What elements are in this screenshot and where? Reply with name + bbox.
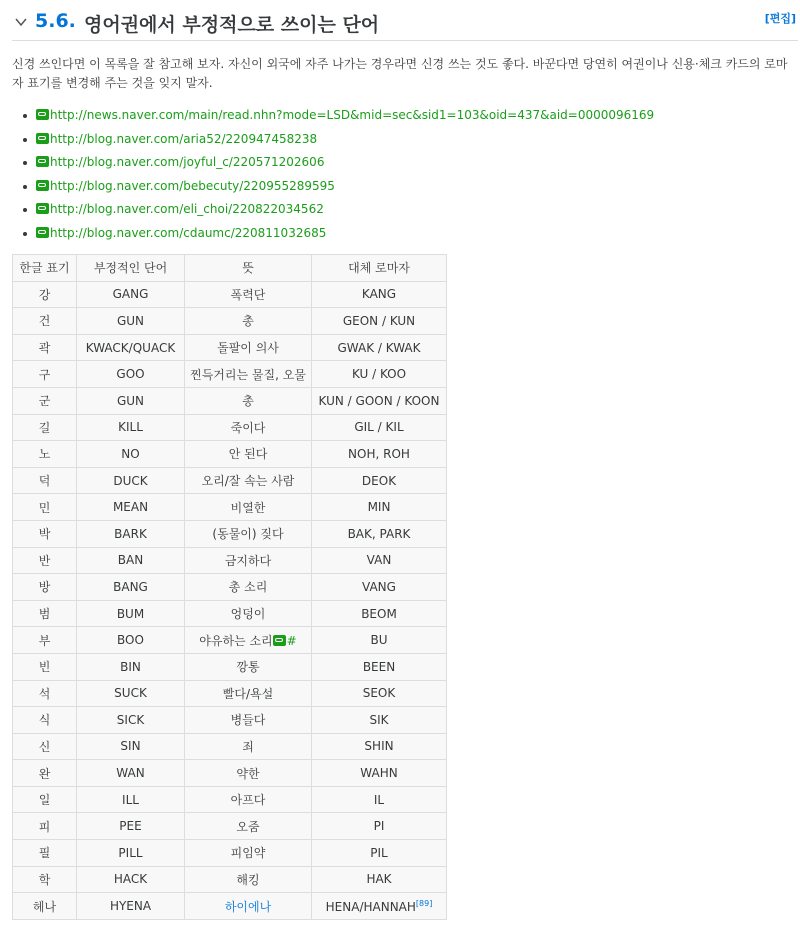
table-header-row <box>13 255 447 282</box>
cell-alt <box>312 627 447 654</box>
cell-word-text: BUM <box>116 606 145 621</box>
cell-word <box>77 281 185 308</box>
cell-alt-text: BAK, PARK <box>347 526 411 541</box>
cell-alt <box>312 893 447 920</box>
cell-hangul <box>13 467 77 494</box>
cell-meaning-text: 엉덩이 <box>230 607 266 622</box>
section-header <box>12 6 798 41</box>
external-link[interactable]: http://blog.naver.com/eli_choi/220822034562 <box>50 202 324 216</box>
cell-alt-text: SEOK <box>362 686 396 701</box>
header-alt-romanization: 대체 로마자 <box>312 255 447 282</box>
cell-alt <box>312 361 447 388</box>
cell-alt <box>312 680 447 707</box>
cell-hangul-text: 피 <box>38 819 51 834</box>
cell-word-text: HACK <box>113 872 148 887</box>
cell-alt <box>312 574 447 601</box>
cell-hangul-text: 구 <box>38 367 51 382</box>
external-link-icon <box>36 133 49 144</box>
cell-alt <box>312 281 447 308</box>
cell-word <box>77 600 185 627</box>
cell-meaning-text: 비열한 <box>230 500 266 515</box>
cell-alt-text: SHIN <box>364 739 394 754</box>
cell-word <box>77 680 185 707</box>
cell-hangul <box>13 866 77 893</box>
cell-word <box>77 361 185 388</box>
external-link[interactable]: http://blog.naver.com/joyful_c/220571202606 <box>50 155 325 169</box>
cell-alt <box>312 467 447 494</box>
cell-word-text: NO <box>121 446 140 461</box>
cell-hangul-text: 학 <box>38 872 51 887</box>
cell-word <box>77 813 185 840</box>
table-row <box>13 893 447 920</box>
cell-word-text: BOO <box>117 633 144 648</box>
cell-alt <box>312 387 447 414</box>
cell-meaning <box>185 441 312 468</box>
table-row <box>13 760 447 787</box>
cell-word-text: MEAN <box>112 500 149 515</box>
external-link-icon <box>36 109 49 120</box>
cell-word-text: ILL <box>122 792 139 807</box>
bullet <box>23 138 27 142</box>
cell-alt <box>312 414 447 441</box>
cell-meaning <box>185 387 312 414</box>
cell-word-text: GOO <box>116 367 145 382</box>
list-item <box>12 104 654 128</box>
cell-meaning <box>185 653 312 680</box>
list-item <box>12 222 654 246</box>
cell-alt-text: KU / KOO <box>351 367 407 382</box>
cell-hangul <box>13 653 77 680</box>
cell-hangul-text: 군 <box>38 394 51 409</box>
cell-alt-text: WAHN <box>360 766 398 781</box>
section-number[interactable]: 5.6. <box>35 10 76 32</box>
table-row <box>13 653 447 680</box>
cell-meaning-text: 빨다/욕설 <box>222 686 274 701</box>
cell-word-text: KWACK/QUACK <box>85 340 176 355</box>
cell-alt <box>312 494 447 521</box>
cell-meaning <box>185 760 312 787</box>
external-link[interactable]: http://news.naver.com/main/read.nhn?mode=LSD&mid=sec&sid1=103&oid=437&aid=0000096169 <box>50 108 655 122</box>
cell-meaning <box>185 707 312 734</box>
list-item <box>12 128 654 152</box>
table-row <box>13 600 447 627</box>
cell-alt-text: VAN <box>366 553 392 568</box>
cell-alt <box>312 547 447 574</box>
cell-word-text: BARK <box>114 526 147 541</box>
cell-meaning-text: 약한 <box>236 766 260 781</box>
cell-word <box>77 441 185 468</box>
cell-alt <box>312 786 447 813</box>
table-row <box>13 813 447 840</box>
cell-meaning <box>185 414 312 441</box>
table-row <box>13 786 447 813</box>
cell-word <box>77 387 185 414</box>
footnote-ref[interactable]: [89] <box>415 898 433 908</box>
cell-word-text: SUCK <box>114 686 147 701</box>
cell-meaning <box>185 467 312 494</box>
bullet <box>23 185 27 189</box>
table-row <box>13 840 447 867</box>
cell-meaning <box>185 866 312 893</box>
cell-meaning-text: 야유하는 소리 <box>199 633 273 648</box>
cell-hangul <box>13 494 77 521</box>
cell-word <box>77 786 185 813</box>
cell-meaning-text: 안 된다 <box>228 447 268 462</box>
external-link[interactable]: http://blog.naver.com/bebecuty/220955289595 <box>50 178 335 193</box>
cell-hangul <box>13 547 77 574</box>
cell-meaning-text: 총 <box>242 314 254 329</box>
cell-hangul-text: 반 <box>38 553 51 568</box>
cell-hangul-text: 필 <box>38 846 51 861</box>
cell-alt <box>312 760 447 787</box>
cell-word-text: BIN <box>120 659 141 674</box>
cell-hangul <box>13 361 77 388</box>
cell-alt-text: GIL / KIL <box>354 420 404 435</box>
cell-hangul <box>13 893 77 920</box>
cell-word <box>77 467 185 494</box>
cell-hangul <box>13 574 77 601</box>
cell-meaning-text: 죄 <box>242 739 254 754</box>
external-link-icon <box>36 203 49 214</box>
cell-meaning <box>185 733 312 760</box>
cell-hangul-text: 방 <box>38 580 51 595</box>
cell-word-text: HYENA <box>109 899 152 914</box>
list-item <box>12 198 654 222</box>
cell-hangul <box>13 520 77 547</box>
cell-hangul <box>13 707 77 734</box>
cell-alt-text: PIL <box>370 845 388 860</box>
cell-meaning <box>185 520 312 547</box>
external-link-icon <box>36 227 49 238</box>
cell-hangul-text: 범 <box>38 607 51 622</box>
cell-hangul <box>13 813 77 840</box>
cell-alt-text: GEON / KUN <box>342 313 416 328</box>
cell-meaning <box>185 893 312 920</box>
bullet <box>23 232 27 236</box>
cell-meaning-text: 찐득거리는 물질, 오물 <box>190 367 306 382</box>
cell-word-text: PEE <box>119 819 142 834</box>
cell-hangul-text: 건 <box>38 314 51 329</box>
table-row <box>13 387 447 414</box>
table-body <box>13 281 447 919</box>
cell-hangul <box>13 840 77 867</box>
link-list <box>12 104 654 245</box>
cell-meaning <box>185 308 312 335</box>
cell-word-text: KILL <box>118 420 143 435</box>
chevron-down-icon[interactable] <box>14 15 28 29</box>
cell-meaning <box>185 786 312 813</box>
cell-meaning <box>185 600 312 627</box>
cell-word-text: PILL <box>118 845 143 860</box>
cell-meaning-text: 오리/잘 속는 사람 <box>201 474 295 489</box>
cell-alt <box>312 707 447 734</box>
cell-hangul <box>13 627 77 654</box>
cell-alt-text: DEOK <box>361 473 397 488</box>
table-row <box>13 547 447 574</box>
cell-alt-text: SIK <box>369 712 389 727</box>
cell-hangul <box>13 281 77 308</box>
cell-meaning-text: (동물이) 짖다 <box>212 527 284 542</box>
table-row <box>13 733 447 760</box>
cell-word <box>77 547 185 574</box>
cell-alt <box>312 600 447 627</box>
cell-word-text: WAN <box>116 766 145 781</box>
section-title: 영어권에서 부정적으로 쓰이는 단어 <box>84 14 380 36</box>
cell-alt <box>312 813 447 840</box>
cell-meaning-text: 피임약 <box>230 846 266 861</box>
cell-meaning <box>185 680 312 707</box>
cell-word-text: SICK <box>116 712 145 727</box>
cell-hangul-text: 곽 <box>38 341 51 356</box>
table-row <box>13 414 447 441</box>
external-link-icon <box>36 180 49 191</box>
cell-word-text: BAN <box>117 553 144 568</box>
cell-alt-text: IL <box>373 792 385 807</box>
cell-hangul-text: 강 <box>38 287 51 302</box>
cell-meaning-text: 해킹 <box>236 872 260 887</box>
cell-word <box>77 414 185 441</box>
cell-hangul <box>13 414 77 441</box>
bullet <box>23 161 27 165</box>
table-row <box>13 627 447 654</box>
cell-hangul <box>13 760 77 787</box>
external-link[interactable]: http://blog.naver.com/aria52/220947458238 <box>50 131 318 146</box>
cell-hangul-text: 빈 <box>38 660 51 675</box>
cell-alt <box>312 733 447 760</box>
external-link[interactable]: http://blog.naver.com/cdaumc/220811032685 <box>50 225 327 240</box>
cell-meaning <box>185 547 312 574</box>
cell-meaning-text: 죽이다 <box>230 420 266 435</box>
cell-meaning-text: 오줌 <box>236 819 260 834</box>
cell-alt-text: BEOM <box>361 606 397 621</box>
cell-alt-text: BEEN <box>362 659 396 674</box>
bullet <box>23 114 27 118</box>
cell-word <box>77 840 185 867</box>
cell-word <box>77 653 185 680</box>
cell-hangul-text: 일 <box>38 793 51 808</box>
table-row <box>13 281 447 308</box>
cell-hangul-text: 노 <box>38 447 51 462</box>
cell-alt-text: KANG <box>361 287 397 302</box>
cell-hangul-text: 박 <box>38 527 51 542</box>
cell-meaning <box>185 627 312 654</box>
cell-hangul <box>13 334 77 361</box>
cell-meaning-text: 폭력단 <box>230 287 266 302</box>
cell-meaning-text: 금지하다 <box>224 553 272 568</box>
table-row <box>13 680 447 707</box>
table-row <box>13 361 447 388</box>
cell-word <box>77 893 185 920</box>
cell-alt-text: HAK <box>366 872 392 887</box>
external-link-icon <box>36 156 49 167</box>
intro-paragraph: 신경 쓰인다면 이 목록을 잘 참고해 보자. 자신이 외국에 자주 나가는 경우라면 신경 쓰는 것도 좋다. 바꾼다면 당연히 여권이나 신용·체크 카드의 로마자 표기를 변경해 주는 것을 잊지 말자. <box>12 57 788 90</box>
cell-word-text: GANG <box>112 287 149 302</box>
edit-link[interactable]: [편집] <box>764 12 796 25</box>
cell-meaning <box>185 361 312 388</box>
cell-alt-text: MIN <box>367 500 391 515</box>
cell-hangul <box>13 600 77 627</box>
cell-hangul <box>13 786 77 813</box>
cell-alt-text: NOH, ROH <box>348 446 410 461</box>
cell-word <box>77 627 185 654</box>
table-row <box>13 308 447 335</box>
cell-hangul-text: 덕 <box>38 474 51 489</box>
meaning-link[interactable]: 하이에나 <box>224 899 272 914</box>
cell-alt <box>312 653 447 680</box>
cell-word-text: BANG <box>113 579 148 594</box>
cell-hangul-text: 길 <box>38 420 51 435</box>
header-meaning: 뜻 <box>185 255 312 282</box>
cell-meaning <box>185 334 312 361</box>
table-row <box>13 441 447 468</box>
list-item <box>12 175 654 199</box>
cell-meaning <box>185 813 312 840</box>
cell-meaning <box>185 574 312 601</box>
cell-alt-text: VANG <box>362 579 396 594</box>
cell-meaning-text: 총 <box>242 394 254 409</box>
cell-hangul-text: 완 <box>38 766 51 781</box>
cell-meaning-text: 총 소리 <box>228 580 268 595</box>
cell-meaning <box>185 494 312 521</box>
cell-word <box>77 334 185 361</box>
header-hangul: 한글 표기 <box>13 255 77 282</box>
list-item <box>12 151 654 175</box>
cell-alt-text: HENA/HANNAH <box>325 899 416 914</box>
cell-alt-text: GWAK / KWAK <box>337 340 421 355</box>
cell-alt-text: PI <box>373 819 385 834</box>
cell-word-text: GUN <box>116 313 145 328</box>
cell-word <box>77 520 185 547</box>
cell-hangul-text: 민 <box>38 500 51 515</box>
table-row <box>13 494 447 521</box>
cell-meaning-text: 아프다 <box>230 793 266 808</box>
cell-word <box>77 707 185 734</box>
table-row <box>13 334 447 361</box>
cell-hangul-text: 헤나 <box>32 899 57 914</box>
cell-word-text: GUN <box>116 393 145 408</box>
cell-hangul <box>13 308 77 335</box>
cell-meaning-text: 병들다 <box>230 713 266 728</box>
words-table <box>12 254 447 920</box>
cell-word <box>77 574 185 601</box>
cell-meaning <box>185 281 312 308</box>
cell-word <box>77 733 185 760</box>
table-row <box>13 574 447 601</box>
header-negative-word: 부정적인 단어 <box>77 255 185 282</box>
cell-hangul-text: 식 <box>38 713 51 728</box>
cell-alt-text: BU <box>370 633 388 648</box>
cell-hangul-text: 부 <box>38 633 51 648</box>
cell-hangul-text: 석 <box>38 686 51 701</box>
cell-word-text: SIN <box>120 739 141 754</box>
cell-alt <box>312 308 447 335</box>
cell-word <box>77 866 185 893</box>
cell-meaning-text: 깡통 <box>236 660 260 675</box>
cell-alt <box>312 334 447 361</box>
hash-link[interactable]: # <box>286 633 297 648</box>
cell-alt <box>312 840 447 867</box>
bullet <box>23 208 27 212</box>
external-link-icon <box>273 635 286 646</box>
cell-alt <box>312 520 447 547</box>
cell-hangul-text: 신 <box>38 739 51 754</box>
cell-word-text: DUCK <box>113 473 148 488</box>
cell-hangul <box>13 680 77 707</box>
cell-word <box>77 308 185 335</box>
cell-word <box>77 494 185 521</box>
cell-hangul <box>13 387 77 414</box>
cell-alt <box>312 866 447 893</box>
cell-word <box>77 760 185 787</box>
table-row <box>13 467 447 494</box>
cell-hangul <box>13 733 77 760</box>
cell-alt <box>312 441 447 468</box>
cell-meaning-text: 돌팔이 의사 <box>217 341 279 356</box>
cell-hangul <box>13 441 77 468</box>
table-row <box>13 707 447 734</box>
table-row <box>13 866 447 893</box>
cell-meaning <box>185 840 312 867</box>
cell-alt-text: KUN / GOON / KOON <box>318 393 440 408</box>
table-row <box>13 520 447 547</box>
